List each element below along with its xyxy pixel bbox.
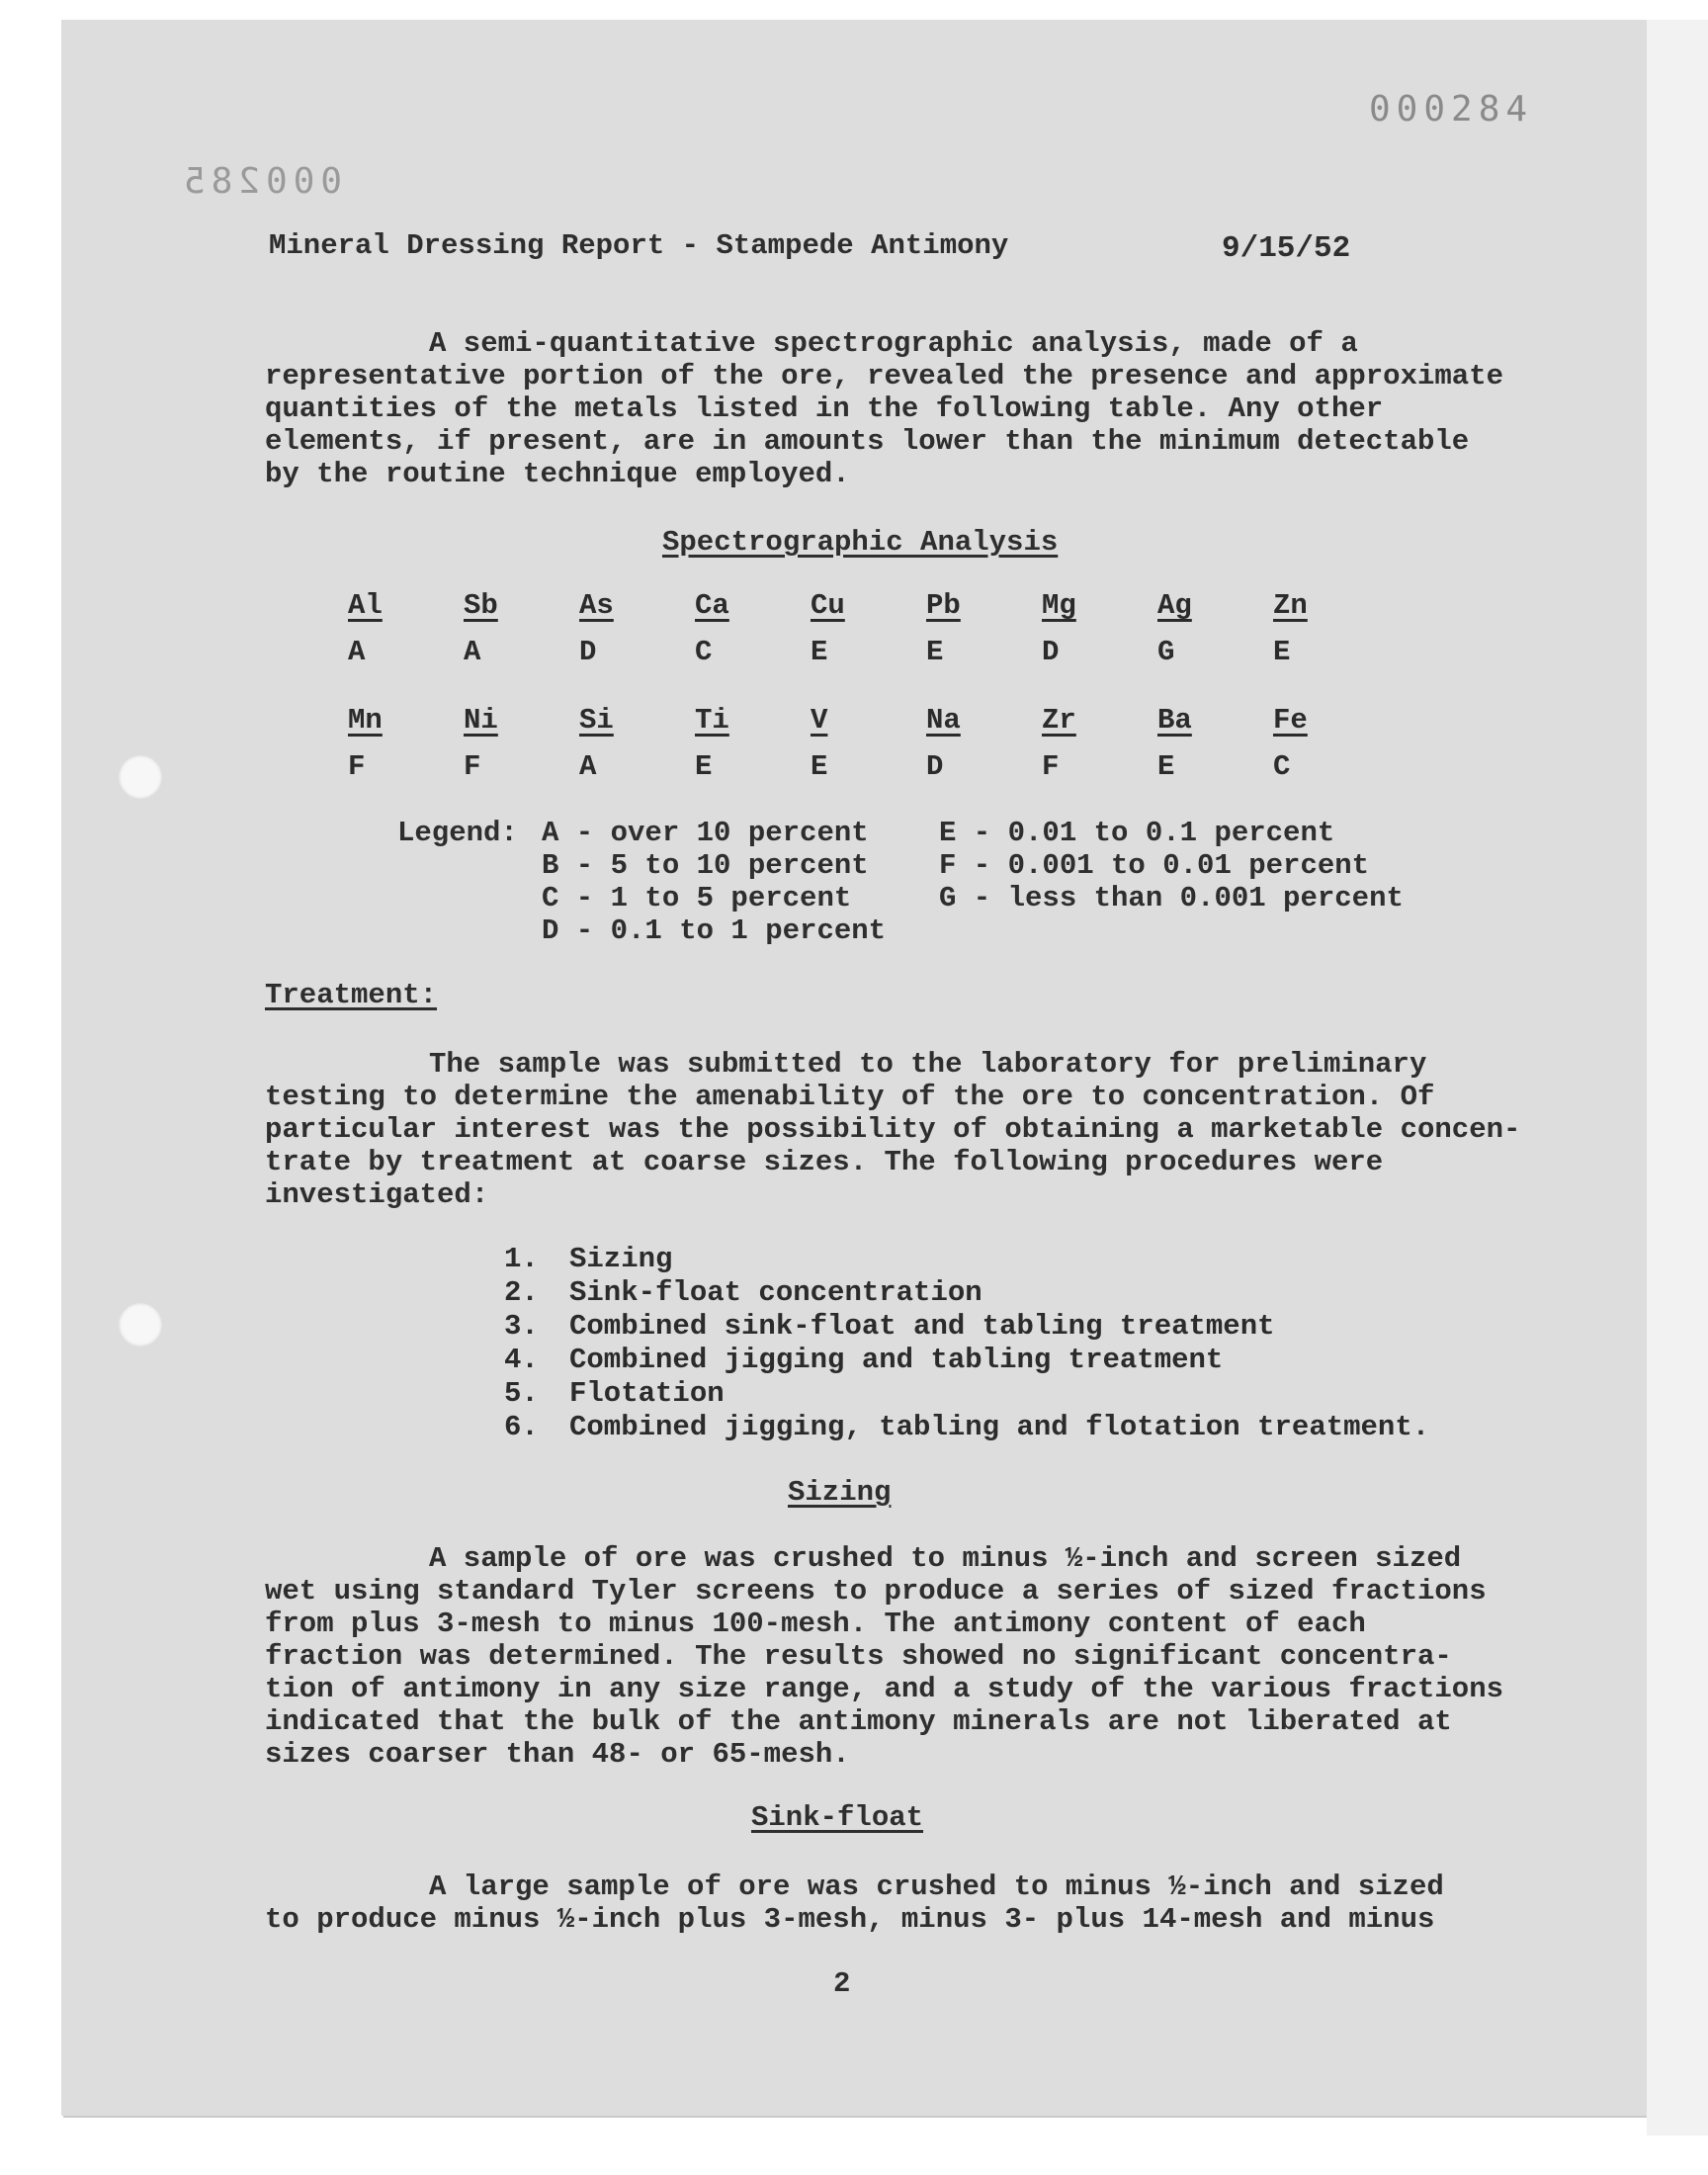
legend-entry: A - over 10 percent	[542, 817, 869, 849]
sizing-paragraph	[265, 1542, 1504, 1771]
element-cell	[464, 704, 543, 783]
text-line: representative portion of the ore, revealed the presence and approximate	[265, 360, 1504, 392]
element-grade: E	[695, 750, 713, 783]
element-symbol: Zr	[1042, 704, 1076, 737]
element-cell	[348, 704, 427, 783]
element-cell	[811, 704, 890, 783]
element-cell	[1042, 589, 1121, 668]
list-number: 6.	[504, 1411, 539, 1443]
element-grade: D	[579, 636, 597, 668]
text-line: The sample was submitted to the laboratory for preliminary	[429, 1048, 1427, 1081]
text-line: quantities of the metals listed in the following table. Any other	[265, 392, 1384, 425]
element-grade: A	[348, 636, 366, 668]
intro-paragraph	[265, 327, 1504, 490]
page-stamp-number: 000284	[1369, 89, 1534, 130]
punch-hole	[119, 1303, 162, 1347]
treatment-paragraph	[265, 1048, 1521, 1211]
element-symbol: Zn	[1273, 589, 1308, 622]
element-cell	[348, 589, 427, 668]
element-symbol: Ca	[695, 589, 729, 622]
text-line: by the routine technique employed.	[265, 458, 850, 490]
element-symbol: Na	[926, 704, 961, 737]
legend-entry: G - less than 0.001 percent	[939, 882, 1404, 914]
list-text: Sizing	[569, 1243, 673, 1275]
element-grade: E	[1273, 636, 1291, 668]
element-cell	[464, 589, 543, 668]
list-text: Sink-float concentration	[569, 1276, 982, 1309]
list-text: Combined sink-float and tabling treatment	[569, 1310, 1275, 1343]
analysis-heading: Spectrographic Analysis	[662, 526, 1059, 559]
element-symbol: Pb	[926, 589, 961, 622]
element-cell	[926, 589, 1005, 668]
element-grade: C	[695, 636, 713, 668]
element-grade: F	[464, 750, 481, 783]
element-grade: E	[811, 636, 828, 668]
element-symbol: Ni	[464, 704, 498, 737]
element-cell	[811, 589, 890, 668]
element-grade: G	[1157, 636, 1175, 668]
bleedthrough-stamp-number: 000285	[178, 161, 343, 202]
list-item	[504, 1243, 1429, 1276]
text-line: fraction was determined. The results showed no significant concentra-	[265, 1640, 1452, 1673]
text-line: investigated:	[265, 1178, 489, 1211]
text-line: sizes coarser than 48- or 65-mesh.	[265, 1738, 850, 1771]
element-symbol: As	[579, 589, 614, 622]
list-item	[504, 1344, 1429, 1377]
report-title: Mineral Dressing Report - Stampede Antimony	[269, 229, 1009, 262]
element-cell	[695, 704, 774, 783]
text-line: particular interest was the possibility of obtaining a marketable concen-	[265, 1113, 1521, 1146]
legend-label: Legend:	[397, 817, 518, 849]
list-number: 1.	[504, 1243, 539, 1275]
element-grade: F	[348, 750, 366, 783]
element-cell	[926, 704, 1005, 783]
element-grade: E	[926, 636, 944, 668]
legend-entry: B - 5 to 10 percent	[542, 849, 869, 882]
legend-entry: C - 1 to 5 percent	[542, 882, 852, 914]
list-item	[504, 1276, 1429, 1310]
list-item	[504, 1310, 1429, 1344]
treatment-heading: Treatment:	[265, 979, 438, 1011]
text-line: testing to determine the amenability of the ore to concentration. Of	[265, 1081, 1435, 1113]
element-symbol: Al	[348, 589, 383, 622]
text-line: tion of antimony in any size range, and a study of the various fractions	[265, 1673, 1504, 1705]
element-cell	[1273, 589, 1352, 668]
list-number: 5.	[504, 1377, 539, 1410]
element-cell	[1157, 589, 1237, 668]
list-text: Combined jigging and tabling treatment	[569, 1344, 1224, 1376]
text-line: A semi-quantitative spectrographic analysis, made of a	[429, 327, 1358, 360]
text-line: to produce minus ½-inch plus 3-mesh, minus 3- plus 14-mesh and minus	[265, 1903, 1435, 1936]
page-edge	[1647, 20, 1708, 2135]
list-text: Combined jigging, tabling and flotation treatment.	[569, 1411, 1430, 1443]
element-symbol: Sb	[464, 589, 498, 622]
list-number: 2.	[504, 1276, 539, 1309]
text-line: A large sample of ore was crushed to minus ½-inch and sized	[429, 1870, 1444, 1903]
element-grade: E	[1157, 750, 1175, 783]
sinkfloat-heading: Sink-float	[751, 1801, 924, 1834]
element-symbol: Ba	[1157, 704, 1192, 737]
element-cell	[579, 704, 658, 783]
text-line: indicated that the bulk of the antimony minerals are not liberated at	[265, 1705, 1452, 1738]
element-symbol: Ti	[695, 704, 729, 737]
list-item	[504, 1411, 1429, 1444]
legend-entry: D - 0.1 to 1 percent	[542, 914, 887, 947]
punch-hole	[119, 755, 162, 799]
element-symbol: Fe	[1273, 704, 1308, 737]
text-line: elements, if present, are in amounts lower than the minimum detectable	[265, 425, 1470, 458]
text-line: trate by treatment at coarse sizes. The following procedures were	[265, 1146, 1384, 1178]
sizing-heading: Sizing	[788, 1476, 892, 1509]
list-number: 3.	[504, 1310, 539, 1343]
text-line: wet using standard Tyler screens to produce a series of sized fractions	[265, 1575, 1487, 1608]
report-date: 9/15/52	[1222, 231, 1351, 266]
list-text: Flotation	[569, 1377, 725, 1410]
element-grade: C	[1273, 750, 1291, 783]
legend-entry: F - 0.001 to 0.01 percent	[939, 849, 1370, 882]
list-number: 4.	[504, 1344, 539, 1376]
element-cell	[579, 589, 658, 668]
element-cell	[695, 589, 774, 668]
legend-right-column	[939, 817, 1404, 914]
element-grade: E	[811, 750, 828, 783]
sinkfloat-paragraph	[265, 1870, 1471, 1936]
text-line: from plus 3-mesh to minus 100-mesh. The antimony content of each	[265, 1608, 1366, 1640]
element-grade: A	[579, 750, 597, 783]
text-line: A sample of ore was crushed to minus ½-inch and screen sized	[429, 1542, 1462, 1575]
element-symbol: Mg	[1042, 589, 1076, 622]
procedure-list	[504, 1243, 1429, 1444]
element-cell	[1042, 704, 1121, 783]
legend-left-column	[542, 817, 886, 947]
element-symbol: Mn	[348, 704, 383, 737]
element-grade: D	[1042, 636, 1060, 668]
element-symbol: Ag	[1157, 589, 1192, 622]
list-item	[504, 1377, 1429, 1411]
element-cell	[1157, 704, 1237, 783]
element-cell	[1273, 704, 1352, 783]
element-grade: D	[926, 750, 944, 783]
element-grade: F	[1042, 750, 1060, 783]
element-symbol: V	[811, 704, 828, 737]
legend-entry: E - 0.01 to 0.1 percent	[939, 817, 1335, 849]
element-symbol: Cu	[811, 589, 845, 622]
element-symbol: Si	[579, 704, 614, 737]
page-number: 2	[833, 1967, 851, 2000]
element-grade: A	[464, 636, 481, 668]
